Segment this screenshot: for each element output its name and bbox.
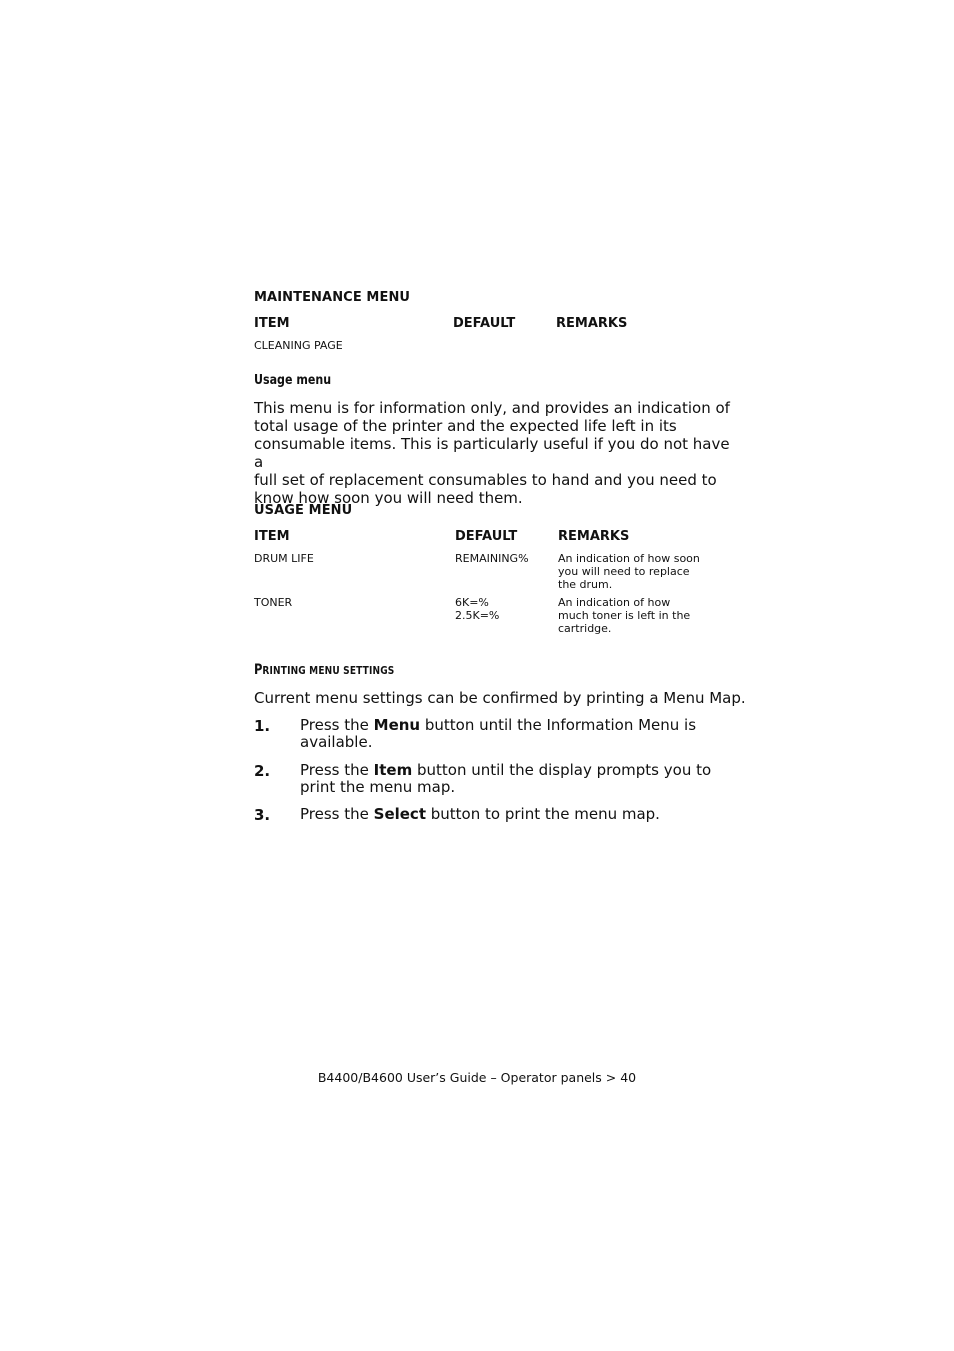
usage-row-toner-item: TONER xyxy=(254,596,293,609)
printing-menu-heading xyxy=(254,662,394,678)
cell-line: An indication of how soon xyxy=(558,552,700,565)
maintenance-header-item: ITEM xyxy=(254,316,290,331)
step-before: Press the xyxy=(300,716,374,734)
usage-row-drum-default xyxy=(455,552,529,565)
step-before: Press the xyxy=(300,805,374,823)
step-number: 2. xyxy=(254,762,271,780)
step-after: button until the Information Menu is xyxy=(420,716,697,734)
cell-line: cartridge. xyxy=(558,622,612,635)
paragraph-line: consumable items. This is particularly useful if you do not have a xyxy=(254,435,730,471)
cell-line: 6K=% xyxy=(455,596,489,609)
step-after: button to print the menu map. xyxy=(426,805,660,823)
usage-menu-heading: Usage menu xyxy=(254,372,332,388)
step-text xyxy=(300,806,740,823)
heading-rest: RINTING MENU SETTINGS xyxy=(262,664,395,677)
maintenance-header-default: DEFAULT xyxy=(453,316,516,331)
paragraph-line: full set of replacement consumables to hand and you need to xyxy=(254,471,717,489)
step-button-name: Item xyxy=(373,761,413,779)
step-number: 1. xyxy=(254,717,271,735)
step-text xyxy=(300,717,740,751)
usage-row-drum-remarks xyxy=(558,552,700,591)
cell-line: An indication of how xyxy=(558,596,671,609)
cell-line: you will need to replace xyxy=(558,565,690,578)
step-before: Press the xyxy=(300,761,374,779)
cell-line: REMAINING% xyxy=(455,552,529,565)
paragraph-line: This menu is for information only, and provides an indication of xyxy=(254,399,730,417)
maintenance-row-item: CLEANING PAGE xyxy=(254,339,343,352)
step-button-name: Menu xyxy=(373,716,421,734)
step-button-name: Select xyxy=(373,805,426,823)
usage-table-title: USAGE MENU xyxy=(254,503,353,518)
usage-row-toner-remarks xyxy=(558,596,690,635)
paragraph-line: know how soon you will need them. xyxy=(254,489,523,507)
maintenance-table-title: MAINTENANCE MENU xyxy=(254,290,411,305)
usage-header-remarks: REMARKS xyxy=(558,529,630,544)
usage-row-drum-item: DRUM LIFE xyxy=(254,552,314,565)
maintenance-header-remarks: REMARKS xyxy=(556,316,628,331)
paragraph-line: total usage of the printer and the expected life left in its xyxy=(254,417,677,435)
step-after: button until the display prompts you to xyxy=(412,761,712,779)
usage-header-default: DEFAULT xyxy=(455,529,518,544)
usage-paragraph xyxy=(254,399,734,507)
step-number: 3. xyxy=(254,806,271,824)
heading-initial: P xyxy=(254,662,263,678)
step-line2: print the menu map. xyxy=(300,778,456,796)
page-footer: B4400/B4600 User’s Guide – Operator panels > 40 xyxy=(317,1070,637,1085)
cell-line: much toner is left in the xyxy=(558,609,691,622)
usage-row-toner-default xyxy=(455,596,499,622)
usage-header-item: ITEM xyxy=(254,529,290,544)
cell-line: the drum. xyxy=(558,578,613,591)
step-text xyxy=(300,762,740,796)
printing-intro: Current menu settings can be confirmed by printing a Menu Map. xyxy=(254,689,746,707)
cell-line: 2.5K=% xyxy=(455,609,500,622)
step-line2: available. xyxy=(300,733,373,751)
